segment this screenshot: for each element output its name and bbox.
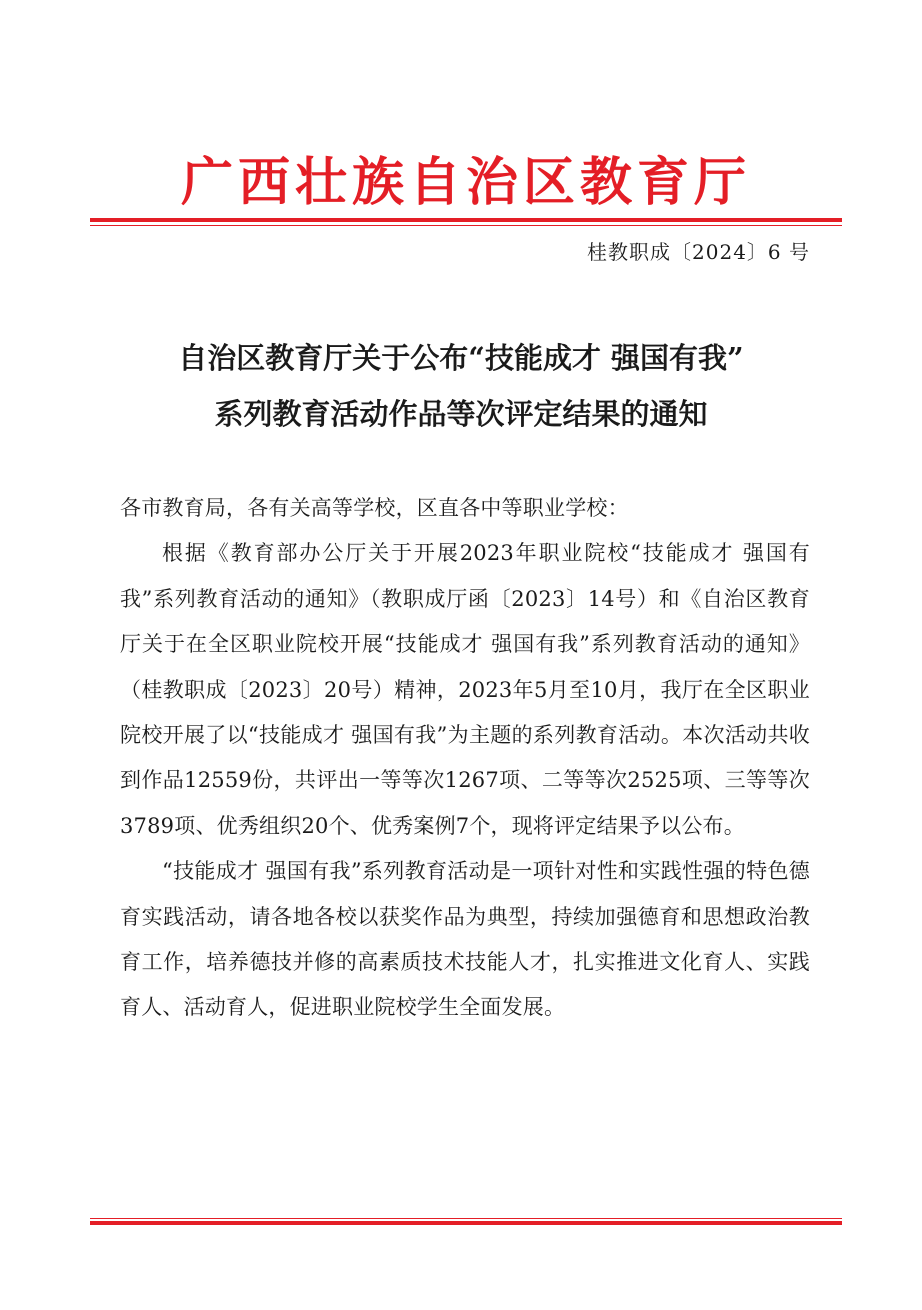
document-title-line-1: 自治区教育厅关于公布“技能成才 强国有我” bbox=[178, 341, 744, 375]
document-title bbox=[95, 330, 827, 442]
document-title-line-2: 系列教育活动作品等次评定结果的通知 bbox=[214, 397, 708, 431]
salutation: 各市教育局，各有关高等学校，区直各中等职业学校： bbox=[120, 496, 629, 520]
header-red-divider bbox=[90, 218, 842, 230]
header-divider-thin-line bbox=[90, 225, 842, 226]
footer-red-divider bbox=[90, 1218, 842, 1230]
body-paragraph: 根据《教育部办公厅关于开展2023年职业院校“技能成才 强国有我”系列教育活动的通知》（教职成厅函〔2023〕14号）和《自治区教育厅关于在全区职业院校开展“技能成才 强国有我”系列教育活动的通知》（桂教职成〔2023〕20号）精神，2023年5月至10月，我厅在全区职业院校开展了以“技能成才 强国有我”为主题的系列教育活动。本次活动共收到作品12559份，共评出一等等次1267项、二等等次2525项、三等等次3789项、优秀组织20个、优秀案例7个，现将评定结果予以公布。 bbox=[120, 541, 810, 838]
document-body bbox=[120, 486, 810, 1031]
footer-divider-thick-line bbox=[90, 1221, 842, 1225]
footer-divider-thin-line bbox=[90, 1218, 842, 1219]
body-paragraph: “技能成才 强国有我”系列教育活动是一项针对性和实践性强的特色德育实践活动，请各地各校以获奖作品为典型，持续加强德育和思想政治教育工作，培养德技并修的高素质技术技能人才，扎实推进文化育人、实践育人、活动育人，促进职业院校学生全面发展。 bbox=[120, 859, 810, 1020]
header-divider-thick-line bbox=[90, 218, 842, 222]
agency-header-title: 广西壮族自治区教育厅 bbox=[180, 152, 751, 213]
document-number: 桂教职成〔2024〕6 号 bbox=[587, 240, 810, 264]
